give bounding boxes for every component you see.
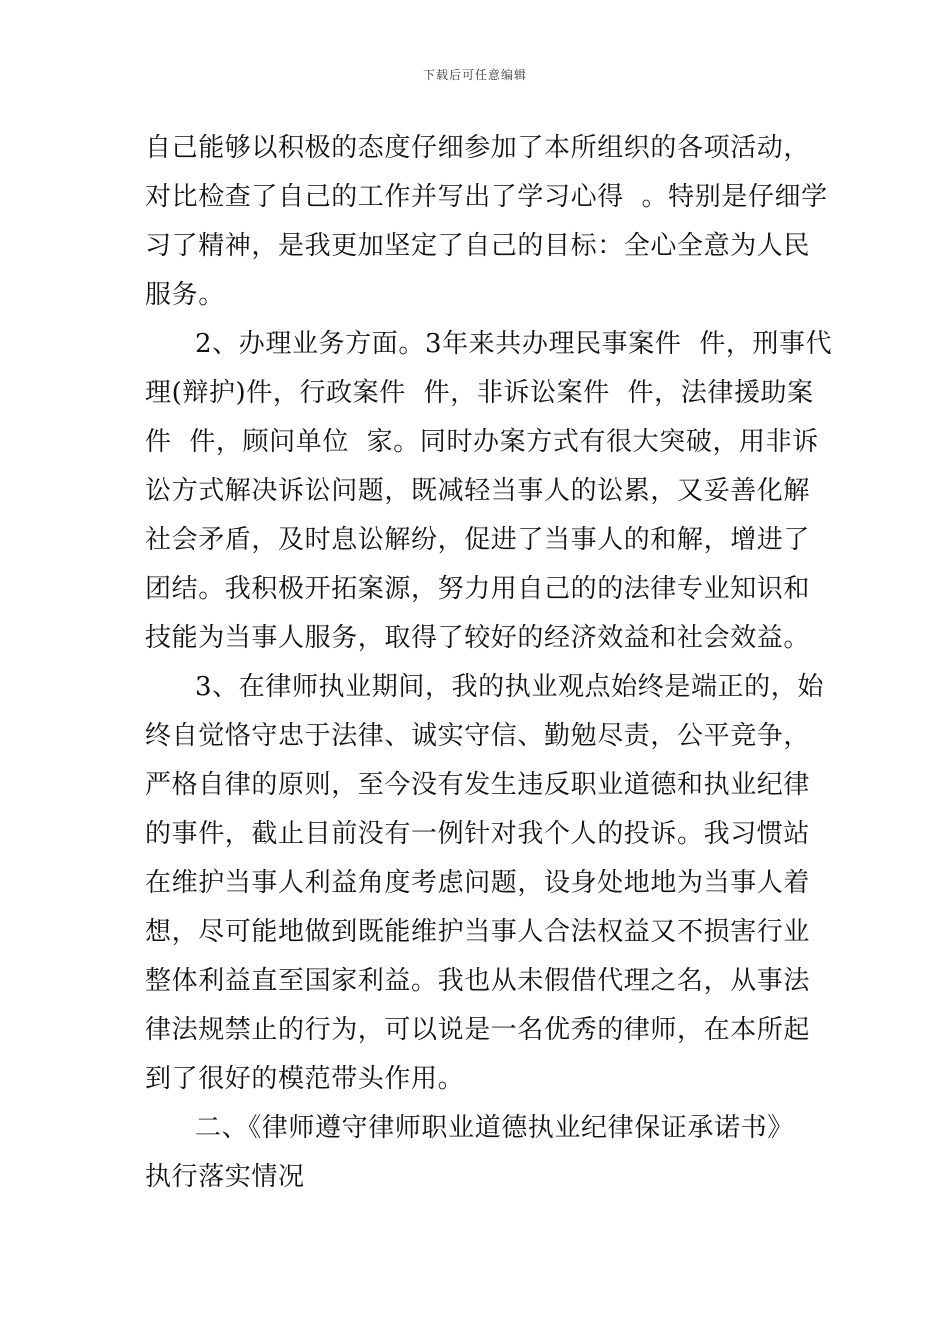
page-header-note: 下载后可任意编辑 (422, 68, 527, 82)
text-line: 在维护当事人利益角度考虑问题，设身处地地为当事人着 (145, 868, 811, 898)
text-line: 习了精神，是我更加坚定了自己的目标：全心全意为人民 (145, 231, 811, 261)
text-line: 团结。我积极开拓案源，努力用自己的的法律专业知识和 (145, 574, 811, 604)
text-line: 理(辩护)件，行政案件 件，非诉讼案件 件，法律援助案 (145, 378, 814, 408)
section-heading: 二、《律师遵守律师职业道德执业纪律保证承诺书》 (195, 1113, 794, 1143)
text-line: 技能为当事人服务，取得了较好的经济效益和社会效益。 (145, 623, 811, 653)
section-heading-continued: 执行落实情况 (145, 1162, 305, 1192)
text-line: 严格自律的原则，至今没有发生违反职业道德和执业纪律 (145, 770, 811, 800)
text-line: 服务。 (145, 280, 225, 310)
paragraph-2-start: 2、办理业务方面。3年来共办理民事案件 件，刑事代 (195, 329, 833, 359)
document-body (145, 124, 833, 1202)
text-line: 件 件，顾问单位 家。同时办案方式有很大突破，用非诉 (145, 427, 819, 457)
text-line: 整体利益直至国家利益。我也从未假借代理之名，从事法 (145, 966, 811, 996)
text-line: 终自觉恪守忠于法律、诚实守信、勤勉尽责，公平竞争， (145, 721, 811, 751)
text-line: 讼方式解决诉讼问题，既减轻当事人的讼累，又妥善化解 (145, 476, 811, 506)
text-line: 到了很好的模范带头作用。 (145, 1064, 465, 1094)
text-line: 对比检查了自己的工作并写出了学习心得 。特别是仔细学 (145, 182, 828, 212)
text-line: 律法规禁止的行为，可以说是一名优秀的律师，在本所起 (145, 1015, 811, 1045)
text-line: 的事件，截止目前没有一例针对我个人的投诉。我习惯站 (145, 819, 811, 849)
text-line: 想，尽可能地做到既能维护当事人合法权益又不损害行业 (145, 917, 811, 947)
text-line: 社会矛盾，及时息讼解纷，促进了当事人的和解，增进了 (145, 525, 811, 555)
paragraph-3-start: 3、在律师执业期间，我的执业观点始终是端正的，始 (195, 672, 824, 702)
text-line: 自己能够以积极的态度仔细参加了本所组织的各项活动， (145, 133, 811, 163)
